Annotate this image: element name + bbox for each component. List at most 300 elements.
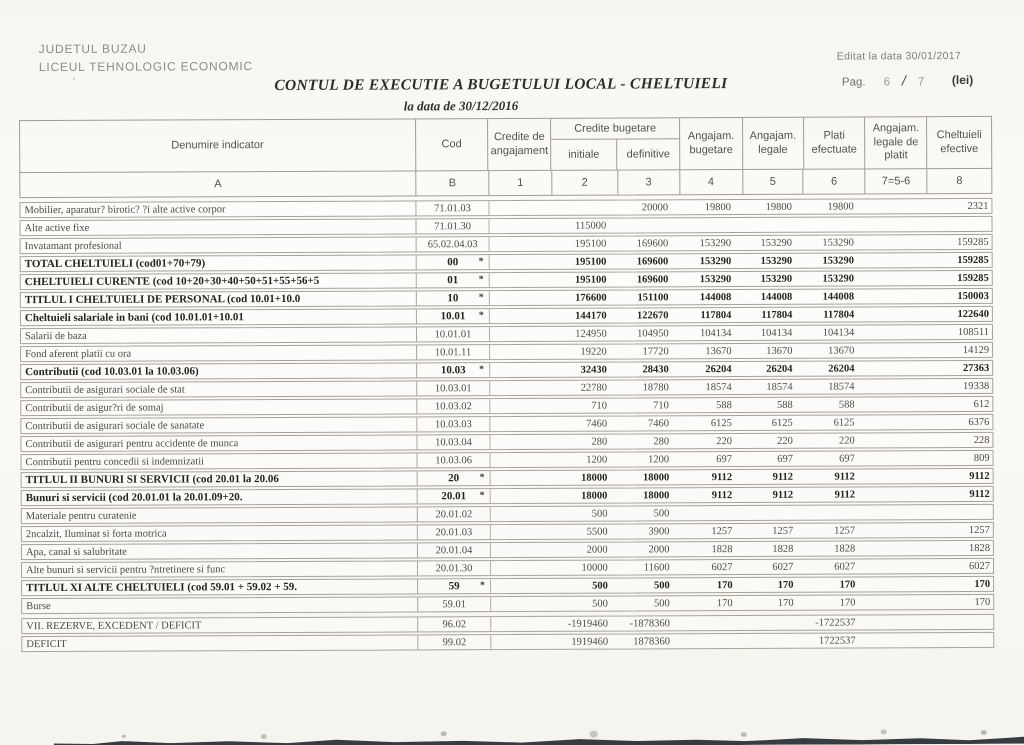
cell-definitive (618, 218, 680, 232)
table-row (20, 234, 993, 254)
cell-definitive: 18000 (643, 489, 670, 501)
cell-credite-angajament (490, 345, 553, 359)
cell-plati-efectuate: 588 (838, 399, 855, 411)
cell-cheltuieli-efective (928, 217, 992, 231)
header-angajam-bugetare: Angajam. bugetare (680, 118, 743, 169)
cell-credite-angajament (490, 417, 553, 431)
cell-initiale: 115000 (575, 220, 607, 232)
col-letter-4: 4 (680, 170, 743, 194)
cell-initiale: 176600 (575, 292, 607, 304)
cell-angajam-bugetare: 117804 (700, 309, 732, 321)
cell-angajam-bugetare: 6125 (710, 417, 732, 429)
cell-cheltuieli-efective: 228 (973, 434, 990, 446)
cell-cod (417, 417, 490, 431)
cell-definitive: 3900 (648, 525, 670, 537)
cell-cod (418, 453, 491, 467)
cell-angajam-bugetare: 144008 (699, 291, 732, 303)
header-credite-angajament: Credite de angajament (488, 119, 551, 170)
cell-angajam-bugetare: 1828 (711, 543, 733, 555)
header-credite-bugetare-group (551, 118, 680, 170)
asterisk-mark: * (480, 580, 486, 592)
cell-angajam-legale-platit (867, 505, 929, 519)
cell-angajam-legale-platit (867, 415, 929, 429)
cod-value: 10.01.11 (434, 346, 472, 358)
cell-cod (418, 635, 491, 649)
cell-initiale: 124950 (575, 328, 607, 340)
cell-denumire: 2ncalzit, Iluminat si forta motrica (22, 525, 418, 541)
cell-angajam-legale-platit (867, 541, 929, 555)
cell-denumire: Alte bunuri si servicii pentru ?ntretinere si func (22, 561, 418, 577)
table-row (21, 504, 994, 524)
cell-angajam-bugetare: 697 (716, 453, 733, 465)
cell-credite-angajament (491, 489, 554, 503)
cell-cheltuieli-efective: 809 (973, 452, 990, 464)
cell-plati-efectuate: 9112 (834, 489, 856, 501)
cell-plati-efectuate: 1257 (834, 525, 856, 537)
cell-angajam-legale: 153290 (760, 255, 793, 267)
table-row (21, 614, 994, 634)
cell-cheltuieli-efective: 9112 (969, 488, 990, 500)
cell-credite-angajament (489, 201, 552, 215)
cell-cod (417, 345, 490, 359)
cod-value: 99.02 (442, 636, 467, 648)
cell-angajam-legale-platit (866, 199, 928, 213)
cell-credite-angajament (490, 255, 553, 269)
cell-cod (417, 291, 490, 305)
cod-value: 20.01 (441, 490, 467, 503)
cell-angajam-legale-platit (868, 633, 930, 647)
cell-credite-angajament (491, 471, 554, 485)
cell-definitive: 1878360 (633, 635, 670, 647)
cell-angajam-legale: 697 (777, 453, 793, 465)
table-row (20, 360, 993, 380)
col-letter-8: 8 (956, 175, 963, 188)
cell-initiale: 22780 (580, 382, 607, 394)
header-denumire: Denumire indicator (20, 119, 416, 172)
currency-label: (lei) (951, 72, 974, 88)
cell-cheltuieli-efective: 159285 (957, 236, 989, 248)
cell-angajam-legale: 19800 (765, 201, 792, 213)
cell-angajam-legale: 588 (776, 399, 793, 411)
cell-angajam-legale: 220 (777, 435, 793, 447)
cell-denumire: DEFICIT (22, 635, 418, 651)
cell-cheltuieli-efective: 27363 (962, 362, 990, 374)
cell-angajam-legale-platit (867, 433, 929, 447)
scan-edge-artifact (54, 734, 1024, 745)
cell-initiale: 710 (591, 400, 608, 412)
cell-cheltuieli-efective: 612 (973, 398, 990, 410)
cell-plati-efectuate: 104134 (822, 327, 855, 339)
cell-angajam-bugetare: 18574 (705, 381, 732, 393)
cell-angajam-legale: 170 (777, 579, 794, 591)
cell-cod (417, 255, 490, 269)
cod-value: 96.02 (442, 618, 467, 630)
cell-angajam-legale-platit (866, 379, 928, 393)
cell-initiale: 2000 (586, 544, 608, 556)
cell-angajam-legale: 153290 (760, 273, 793, 285)
cod-value: 71.01.03 (434, 202, 471, 214)
cell-cheltuieli-efective: 108511 (957, 326, 990, 338)
cod-value: 10.01 (440, 310, 466, 323)
cell-plati-efectuate: 153290 (822, 273, 855, 285)
asterisk-mark: * (478, 292, 484, 304)
cell-plati-efectuate: 13670 (828, 345, 855, 357)
cell-angajam-legale-platit (867, 469, 929, 483)
table-row (21, 558, 994, 578)
cell-cod (418, 617, 491, 631)
cell-cod (418, 543, 491, 557)
table-row (20, 306, 993, 326)
cod-value: 10.03.04 (435, 436, 472, 448)
cell-plati-efectuate: 9112 (834, 471, 855, 483)
cell-angajam-legale-platit (867, 487, 929, 501)
cod-value: 10.01.01 (434, 328, 472, 340)
cell-credite-angajament (491, 635, 554, 649)
cell-definitive: -1878360 (629, 617, 670, 629)
cell-credite-angajament (490, 309, 553, 323)
asterisk-mark: * (478, 274, 484, 286)
cell-denumire: TITLUL I CHELTUIELI DE PERSONAL (cod 10.01+10.0 (21, 291, 417, 307)
page-total: 7 (917, 76, 925, 89)
cod-value: 01 (447, 274, 459, 287)
cell-definitive: 20000 (641, 201, 669, 213)
cell-plati-efectuate: 18574 (828, 381, 855, 393)
cell-credite-angajament (490, 273, 553, 287)
cod-value: 59.01 (442, 598, 467, 610)
cell-definitive: 500 (653, 507, 670, 519)
cell-cheltuieli-efective: 6376 (968, 416, 990, 428)
cell-angajam-legale (744, 506, 805, 520)
cell-angajam-legale: 1828 (772, 543, 794, 555)
cell-plati-efectuate: 6125 (833, 417, 855, 429)
table-row (21, 450, 994, 470)
cell-angajam-legale: 153290 (760, 237, 793, 249)
cell-denumire: Bunuri si servicii (cod 20.01.01 la 20.01.09+20. (22, 489, 418, 505)
cell-denumire: Salarii de baza (21, 327, 417, 343)
cell-cod (417, 399, 490, 413)
cell-initiale: 19220 (580, 346, 607, 358)
cell-cod (418, 471, 491, 485)
cell-credite-angajament (490, 435, 553, 449)
cell-denumire: Contributii de asigurari sociale de stat (21, 381, 417, 397)
table-row (20, 270, 993, 290)
header-credite-bugetare: Credite bugetare (551, 118, 679, 140)
cell-angajam-legale-platit (866, 235, 928, 249)
cell-angajam-legale: 117804 (761, 309, 793, 321)
table-header (19, 116, 992, 172)
cod-value: 20.01.02 (435, 508, 473, 520)
cell-credite-angajament (489, 219, 552, 233)
cell-plati-efectuate (805, 505, 867, 519)
cell-angajam-legale: 13670 (766, 345, 793, 357)
cell-definitive: 104950 (637, 327, 669, 339)
cell-angajam-bugetare: 153290 (699, 273, 732, 285)
header-initiale: initiale (551, 140, 617, 170)
page-label: Pag. (841, 76, 866, 89)
cell-denumire: Mobilier, aparatur? birotic? ?i alte active corpor (20, 201, 416, 217)
cell-initiale: 500 (592, 580, 608, 592)
cell-cheltuieli-efective: 122640 (957, 308, 989, 320)
cell-cod (418, 561, 491, 575)
cell-credite-angajament (490, 399, 553, 413)
cell-plati-efectuate: 153290 (822, 237, 854, 249)
cell-cheltuieli-efective: 14129 (962, 344, 990, 356)
cell-denumire: Invatamant profesional (21, 237, 417, 253)
cell-angajam-legale-platit (868, 615, 930, 629)
cell-cheltuieli-efective: 1828 (968, 542, 990, 554)
header-plati-efectuate: Plati efectuate (804, 117, 866, 168)
cell-denumire: Alte active fixe (20, 219, 416, 235)
cell-denumire: Materiale pentru curatenie (22, 507, 418, 523)
cell-denumire: CHELTUIELI CURENTE (cod 10+20+30+40+50+51+55+56+5 (21, 273, 417, 289)
table-row (21, 576, 994, 596)
cell-angajam-legale-platit (866, 253, 928, 267)
cell-initiale: 195100 (574, 274, 607, 286)
cell-plati-efectuate (804, 217, 866, 231)
cell-denumire: Contributii de asigur?ri de somaj (21, 399, 417, 415)
cod-value: 65.02.04.03 (427, 238, 478, 250)
col-letter-1: 1 (489, 171, 552, 195)
cell-initiale: 7460 (586, 418, 608, 430)
cell-plati-efectuate: 697 (839, 453, 855, 465)
cell-angajam-bugetare (682, 616, 745, 630)
col-letter-2: 2 (552, 171, 618, 195)
cod-value: 59 (448, 580, 460, 593)
table-row (21, 522, 994, 542)
cell-denumire: Contributii de asigurari pentru accidente de munca (21, 435, 417, 451)
cell-plati-efectuate: 220 (838, 435, 855, 447)
cell-angajam-bugetare: 13670 (705, 345, 732, 357)
cell-angajam-legale: 144008 (760, 291, 793, 303)
cell-credite-angajament (491, 507, 554, 521)
cell-initiale: 144170 (575, 310, 607, 322)
table-row (21, 540, 994, 560)
cell-definitive: 17720 (642, 345, 669, 357)
cell-angajam-legale: 104134 (760, 327, 793, 339)
cell-cod (417, 381, 490, 395)
cell-definitive: 500 (653, 579, 670, 591)
table-row (20, 396, 993, 416)
cell-angajam-bugetare: 9112 (711, 489, 733, 501)
cell-initiale: 195100 (574, 238, 607, 250)
cell-plati-efectuate: 170 (839, 579, 856, 591)
cell-angajam-legale-platit (867, 523, 929, 537)
cod-value: 10.03.03 (435, 418, 472, 430)
cell-cod (418, 579, 491, 593)
cell-initiale: 500 (592, 598, 608, 610)
cell-cod (417, 363, 490, 377)
cell-cod (417, 219, 490, 233)
cell-denumire: Contributii (cod 10.03.01 la 10.03.06) (21, 363, 417, 379)
cell-credite-angajament (491, 579, 554, 593)
cod-value: 20.01.30 (435, 562, 473, 574)
header-cod: Cod (416, 119, 489, 170)
cell-cod (417, 309, 490, 323)
cell-initiale: 1919460 (571, 636, 609, 648)
cell-angajam-bugetare: 19800 (704, 201, 731, 213)
cell-cheltuieli-efective (929, 633, 993, 647)
table-row (20, 288, 993, 308)
cell-initiale (552, 201, 618, 215)
cell-plati-efectuate: 153290 (822, 255, 854, 267)
cell-angajam-bugetare: 588 (716, 399, 732, 411)
cell-angajam-legale (745, 634, 806, 648)
header-angajam-legale: Angajam. legale (743, 118, 804, 169)
cell-cod (417, 327, 490, 341)
cell-denumire: TITLUL II BUNURI SI SERVICII (cod 20.01 la 20.06 (22, 471, 418, 487)
cell-angajam-legale: 6027 (772, 561, 794, 573)
cell-plati-efectuate: 117804 (823, 309, 855, 321)
cell-initiale: 18000 (581, 472, 608, 484)
table-row (21, 594, 994, 614)
cell-angajam-bugetare: 1257 (711, 525, 733, 537)
table-row (19, 198, 992, 218)
asterisk-mark: * (479, 364, 485, 376)
page-subtitle: la data de 30/12/2016 (403, 97, 519, 114)
cell-angajam-legale: 26204 (766, 363, 793, 375)
cell-angajam-legale-platit (866, 289, 928, 303)
col-letter-A: A (20, 171, 416, 197)
cell-angajam-bugetare (682, 634, 745, 648)
cell-definitive: 710 (653, 399, 669, 411)
cell-angajam-legale-platit (867, 577, 929, 591)
cod-value: 10.03.02 (434, 400, 472, 412)
cod-value: 10.03.06 (435, 454, 472, 466)
cell-definitive: 1200 (648, 453, 670, 465)
asterisk-mark: * (479, 472, 485, 484)
cell-angajam-bugetare (681, 506, 744, 520)
cell-definitive: 122670 (637, 309, 669, 321)
cell-definitive: 18000 (642, 471, 670, 483)
page-number (842, 72, 924, 88)
cell-angajam-bugetare: 26204 (705, 363, 732, 375)
cell-denumire: TOTAL CHELTUIELI (cod01+70+79) (21, 255, 417, 271)
cell-credite-angajament (490, 237, 553, 251)
table-row (20, 378, 993, 398)
col-letter-3: 3 (618, 170, 680, 194)
cell-definitive: 169600 (636, 237, 669, 249)
cell-cheltuieli-efective: 9112 (969, 470, 990, 482)
table-body (19, 198, 994, 652)
header-angajam-legale-platit: Angajam. legale de platit (865, 117, 927, 168)
cell-cod (418, 507, 491, 521)
cell-cod (417, 201, 490, 215)
table-row (21, 486, 994, 506)
cell-denumire: TITLUL XI ALTE CHELTUIELI (cod 59.01 + 59.02 + 59. (22, 579, 418, 595)
cell-angajam-legale: 9112 (772, 489, 794, 501)
page-current: 6 (883, 76, 891, 89)
cell-angajam-legale-platit (866, 343, 928, 357)
cell-cheltuieli-efective: 159285 (957, 254, 989, 266)
cell-angajam-legale-platit (866, 217, 928, 231)
cell-cheltuieli-efective (929, 615, 993, 629)
cell-credite-angajament (491, 561, 554, 575)
header-definitive: definitive (626, 148, 671, 161)
cell-angajam-bugetare: 9112 (711, 471, 733, 483)
cell-plati-efectuate: 144008 (822, 291, 855, 303)
cell-angajam-legale-platit (866, 271, 928, 285)
cod-value: 10 (447, 292, 459, 305)
cell-angajam-legale: 6125 (771, 417, 793, 429)
cell-cheltuieli-efective: 150003 (957, 290, 989, 302)
col-letter-5: 5 (743, 170, 804, 194)
header-cheltuieli-efective: Cheltuieli efective (936, 128, 982, 155)
cod-value: 10.03.01 (434, 382, 472, 394)
table-row (21, 468, 994, 488)
cell-credite-angajament (490, 381, 553, 395)
cell-cod (418, 489, 491, 503)
edit-date: Editat la data 30/01/2017 (836, 50, 962, 63)
table-row (20, 414, 993, 434)
cell-credite-angajament (490, 291, 553, 305)
table-row (19, 216, 992, 236)
page-separator: / (901, 72, 906, 89)
cell-plati-efectuate: 170 (839, 597, 856, 609)
cell-definitive: 169600 (636, 273, 669, 285)
asterisk-mark: * (479, 490, 485, 502)
asterisk-mark: * (478, 310, 484, 322)
cell-definitive: 151100 (637, 291, 669, 303)
cell-cheltuieli-efective: 159285 (957, 272, 989, 284)
cell-credite-angajament (491, 543, 554, 557)
col-letter-6: 6 (804, 169, 866, 193)
cell-cheltuieli-efective (929, 505, 993, 519)
cell-initiale: 32430 (580, 364, 607, 376)
cell-credite-angajament (490, 327, 553, 341)
stray-mark: ' (72, 75, 75, 88)
cell-initiale: 5500 (586, 526, 608, 538)
cod-value: 10.03 (440, 364, 466, 377)
cell-angajam-bugetare: 170 (716, 579, 733, 591)
table-row (20, 252, 993, 272)
org-name-line2: LICEUL TEHNOLOGIC ECONOMIC (38, 59, 254, 75)
cell-plati-efectuate: 1722537 (818, 635, 856, 647)
cell-initiale: 10000 (581, 562, 608, 574)
cell-angajam-bugetare: 153290 (699, 237, 732, 249)
cell-plati-efectuate: -1722537 (815, 617, 856, 629)
cell-angajam-legale-platit (867, 397, 929, 411)
cell-cheltuieli-efective: 19338 (962, 380, 990, 392)
cod-value: 20.01.03 (435, 526, 473, 538)
cell-credite-angajament (491, 597, 554, 611)
cell-plati-efectuate: 1828 (834, 543, 856, 555)
cell-cod (418, 525, 491, 539)
cell-definitive: 28430 (642, 363, 669, 375)
cell-definitive: 11600 (643, 561, 670, 573)
cell-angajam-legale-platit (866, 361, 928, 375)
cell-initiale: 195100 (574, 256, 607, 268)
cell-denumire: Fond aferent platii cu ora (21, 345, 417, 361)
cell-cheltuieli-efective: 170 (974, 596, 991, 608)
cell-denumire: VII. REZERVE, EXCEDENT / DEFICIT (22, 617, 418, 633)
cell-denumire: Contributii de asigurari sociale de sanatate (21, 417, 417, 433)
cod-value: 71.01.30 (434, 220, 471, 232)
table-row (20, 324, 993, 344)
cell-credite-angajament (490, 363, 553, 377)
table-row (20, 342, 993, 362)
cell-angajam-legale-platit (867, 595, 929, 609)
cell-cheltuieli-efective: 2321 (967, 200, 989, 212)
cell-denumire: Burse (22, 597, 418, 613)
column-letter-row (19, 168, 992, 198)
cod-value: 00 (447, 256, 459, 269)
cell-angajam-bugetare: 6027 (711, 561, 733, 573)
budget-table (19, 116, 994, 654)
cell-angajam-bugetare: 220 (716, 435, 732, 447)
cell-definitive: 2000 (648, 543, 670, 555)
cell-angajam-legale: 18574 (766, 381, 793, 393)
cell-angajam-legale-platit (867, 451, 929, 465)
